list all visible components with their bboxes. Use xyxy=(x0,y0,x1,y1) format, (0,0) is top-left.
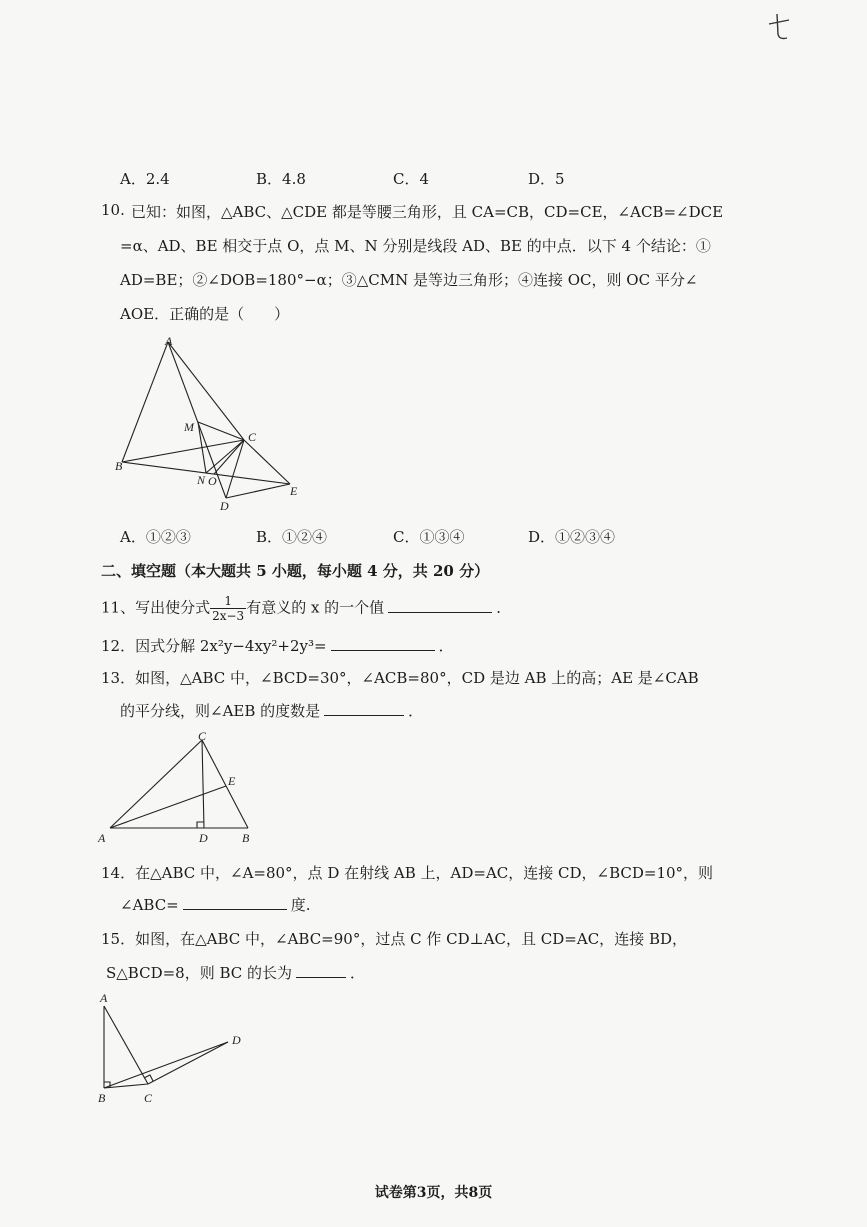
q14-prefix: ∠ABC= xyxy=(120,896,179,914)
q10-line1: 已知：如图，△ABC、△CDE 都是等腰三角形，且 CA=CB，CD=CE，∠ACB=∠DCE xyxy=(131,203,724,221)
q15-label-b: B xyxy=(98,1091,106,1105)
q15-answer-blank[interactable] xyxy=(296,963,346,978)
q10-line4: AOE．正确的是（ ） xyxy=(120,305,290,323)
q13-label-e: E xyxy=(228,774,236,788)
q15-label-d: D xyxy=(232,1033,241,1047)
q10-label-o: O xyxy=(208,474,217,488)
q10-option-a: A．①②③ xyxy=(120,528,191,546)
q10-label-a: A xyxy=(165,334,173,348)
q11-frac-num: 1 xyxy=(210,594,246,609)
q10-option-b: B．①②④ xyxy=(256,528,328,546)
q12-answer-blank[interactable] xyxy=(331,636,435,651)
q10-number: 10. xyxy=(101,201,125,219)
q10-label-e: E xyxy=(290,484,298,498)
q10-figure xyxy=(110,330,320,515)
q10-label-n: N xyxy=(197,473,206,487)
q9-option-b: B．4.8 xyxy=(256,170,306,188)
q15-label-a: A xyxy=(100,991,108,1005)
q12-end: ． xyxy=(438,637,454,655)
q13-line2-text: 的平分线，则∠AEB 的度数是 xyxy=(120,702,321,720)
q13-figure xyxy=(92,726,272,850)
q15-line1: 15．如图，在△ABC 中，∠ABC=90°，过点 C 作 CD⊥AC，且 CD=AC，连接 BD， xyxy=(101,930,688,948)
q13-line1: 13．如图，△ABC 中，∠BCD=30°，∠ACB=80°，CD 是边 AB 上的高；AE 是∠CAB xyxy=(101,669,699,687)
q14-line2 xyxy=(120,894,311,915)
q14-suffix: 度. xyxy=(290,896,311,914)
q11-fraction xyxy=(210,594,246,623)
q13-end: ． xyxy=(408,702,424,720)
q15-end: ． xyxy=(350,964,366,982)
q10-label-m: M xyxy=(184,420,194,434)
q13-label-d: D xyxy=(199,831,208,845)
section2-title: 二、填空题（本大题共 5 小题，每小题 4 分，共 20 分） xyxy=(101,562,490,580)
q13-line2 xyxy=(120,700,423,721)
q10-option-c: C．①③④ xyxy=(393,528,465,546)
q13-answer-blank[interactable] xyxy=(324,701,404,716)
q9-option-c: C．4 xyxy=(393,170,430,188)
q9-option-a: A．2.4 xyxy=(120,170,170,188)
q11-frac-den: 2x−3 xyxy=(212,609,245,623)
q11-prefix: 11、写出使分式 xyxy=(101,598,211,617)
q12-text: 12．因式分解 2x²y−4xy²+2y³= xyxy=(101,637,327,655)
q10-label-c: C xyxy=(248,430,257,444)
q13-label-a: A xyxy=(98,831,106,845)
q11-suffix: 有意义的 x 的一个值 xyxy=(246,598,385,617)
q15-prefix: S△BCD=8，则 BC 的长为 xyxy=(106,964,293,982)
q11-end: ． xyxy=(496,598,512,617)
page-footer: 试卷第3页，共8页 xyxy=(374,1185,493,1201)
q11 xyxy=(101,594,511,623)
q13-label-b: B xyxy=(242,831,250,845)
q15-line2 xyxy=(106,962,365,983)
q10-label-b: B xyxy=(115,459,123,473)
handwritten-mark xyxy=(765,10,795,48)
q10-option-d: D．①②③④ xyxy=(528,528,616,546)
q10-line2: =α、AD、BE 相交于点 O，点 M、N 分别是线段 AD、BE 的中点．以下 4 个结论：① xyxy=(120,237,711,255)
q10-label-d: D xyxy=(220,499,229,513)
q12 xyxy=(101,635,454,656)
q13-label-c: C xyxy=(198,729,207,743)
q10-line3: AD=BE；②∠DOB=180°−α；③△CMN 是等边三角形；④连接 OC，则 OC 平分∠ xyxy=(120,271,698,289)
q14-line1: 14．在△ABC 中，∠A=80°，点 D 在射线 AB 上，AD=AC，连接 CD，∠BCD=10°，则 xyxy=(101,864,714,882)
q15-label-c: C xyxy=(144,1091,153,1105)
q14-answer-blank[interactable] xyxy=(183,895,287,910)
q15-figure xyxy=(90,988,260,1108)
q11-answer-blank[interactable] xyxy=(388,598,492,613)
q9-option-d: D．5 xyxy=(528,170,565,188)
